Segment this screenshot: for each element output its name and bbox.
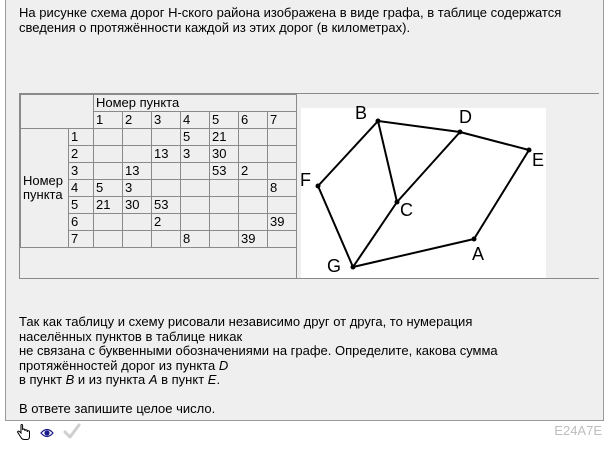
bottom-toolbar <box>0 421 610 445</box>
distance-cell <box>181 214 210 231</box>
node-b <box>376 119 381 124</box>
distance-cell: 8 <box>181 231 210 248</box>
table-corner <box>21 95 94 129</box>
distance-cell <box>268 129 297 146</box>
row-number: 6 <box>69 214 94 231</box>
distance-cell: 39 <box>268 214 297 231</box>
distance-cell <box>210 180 239 197</box>
distance-table <box>20 94 297 248</box>
distance-cell: 39 <box>239 231 268 248</box>
body-text: в пункт <box>157 372 208 387</box>
distance-cell <box>181 180 210 197</box>
row-number: 1 <box>69 129 94 146</box>
distance-cell <box>239 146 268 163</box>
distance-cell <box>210 231 239 248</box>
body-text: в пункт <box>19 372 66 387</box>
distance-cell <box>268 163 297 180</box>
distance-cell: 8 <box>268 180 297 197</box>
task-code: E24A7E <box>554 423 602 438</box>
node-label-g: G <box>327 256 342 276</box>
node-label-b: B <box>355 103 368 123</box>
distance-cell: 30 <box>123 197 152 214</box>
table-row <box>21 129 297 146</box>
point-name-d: D <box>218 357 229 373</box>
distance-cell <box>152 231 181 248</box>
distance-cell <box>152 129 181 146</box>
row-header <box>21 129 69 248</box>
node-c <box>395 200 400 205</box>
distance-cell <box>94 129 123 146</box>
column-number: 6 <box>239 112 268 129</box>
distance-cell <box>123 214 152 231</box>
table-body <box>21 129 297 248</box>
distance-cell: 53 <box>210 163 239 180</box>
distance-cell: 13 <box>152 146 181 163</box>
task-body-line <box>19 359 594 374</box>
graph-background <box>301 108 546 278</box>
node-label-e: E <box>532 150 545 170</box>
road-graph-svg <box>297 94 599 278</box>
distance-cell: 2 <box>239 163 268 180</box>
node-label-c: C <box>400 200 413 220</box>
row-header-line: Номер <box>23 173 64 188</box>
node-a <box>472 237 477 242</box>
node-label-a: A <box>472 244 485 264</box>
distance-cell: 53 <box>152 197 181 214</box>
distance-cell: 21 <box>94 197 123 214</box>
distance-cell <box>181 163 210 180</box>
row-number: 4 <box>69 180 94 197</box>
distance-cell <box>94 163 123 180</box>
distance-cell <box>268 197 297 214</box>
node-label-d: D <box>459 107 472 127</box>
column-number: 3 <box>152 112 181 129</box>
distance-cell <box>210 197 239 214</box>
column-number: 4 <box>181 112 210 129</box>
distance-cell <box>94 214 123 231</box>
distance-cell <box>94 231 123 248</box>
task-intro: На рисунке схема дорог Н-ского района изображена в виде графа, в таблице содержатся сведения о протяжённости каждой из этих дорог (в километрах). <box>19 5 562 35</box>
point-name-b: B <box>65 372 75 387</box>
column-number: 7 <box>268 112 297 129</box>
checkmark-icon[interactable] <box>63 423 81 445</box>
road-graph <box>296 94 599 278</box>
distance-cell <box>268 231 297 248</box>
distance-cell <box>239 197 268 214</box>
task-body <box>19 315 594 388</box>
distance-cell <box>239 180 268 197</box>
distance-cell: 21 <box>210 129 239 146</box>
distance-cell: 5 <box>94 180 123 197</box>
task-body-line <box>19 373 594 388</box>
distance-cell <box>152 163 181 180</box>
distance-cell <box>239 214 268 231</box>
point-name-a: A <box>148 372 158 387</box>
distance-cell <box>94 146 123 163</box>
distance-cell <box>239 129 268 146</box>
body-text: и из пункта <box>74 372 149 387</box>
node-label-f: F <box>300 170 311 190</box>
node-g <box>351 265 356 270</box>
distance-cell: 3 <box>123 180 152 197</box>
hand-pointer-icon[interactable] <box>16 424 32 446</box>
distance-cell <box>152 180 181 197</box>
distance-cell: 2 <box>152 214 181 231</box>
distance-cell <box>268 146 297 163</box>
task-body-line: не связана с буквенными обозначениями на графе. Определите, какова сумма <box>19 343 498 358</box>
distance-cell: 13 <box>123 163 152 180</box>
distance-cell <box>123 146 152 163</box>
column-number: 1 <box>94 112 123 129</box>
body-text: протяжённостей дорог из пункта <box>19 357 219 373</box>
node-d <box>458 130 463 135</box>
row-header-line: пункта <box>23 187 63 202</box>
answer-instruction: В ответе запишите целое число. <box>19 401 216 416</box>
body-text: . <box>216 372 221 387</box>
task-panel <box>5 0 604 421</box>
eye-icon[interactable] <box>40 426 54 444</box>
row-number: 3 <box>69 163 94 180</box>
distance-cell <box>123 129 152 146</box>
task-body-line: Так как таблицу и схему рисовали независимо друг от друга, то нумерация <box>19 314 473 329</box>
column-number: 2 <box>123 112 152 129</box>
column-header: Номер пункта <box>94 95 297 112</box>
point-name-e: E <box>207 372 217 387</box>
distance-cell <box>210 214 239 231</box>
distance-cell: 5 <box>181 129 210 146</box>
column-number: 5 <box>210 112 239 129</box>
distance-cell: 3 <box>181 146 210 163</box>
distance-cell <box>181 197 210 214</box>
row-number: 5 <box>69 197 94 214</box>
row-number: 2 <box>69 146 94 163</box>
node-f <box>316 184 321 189</box>
distance-cell: 30 <box>210 146 239 163</box>
distance-cell <box>123 231 152 248</box>
task-body-line: населённых пунктов в таблице никак <box>19 328 243 344</box>
row-number: 7 <box>69 231 94 248</box>
figure-block <box>19 93 599 279</box>
node-e <box>527 148 532 153</box>
